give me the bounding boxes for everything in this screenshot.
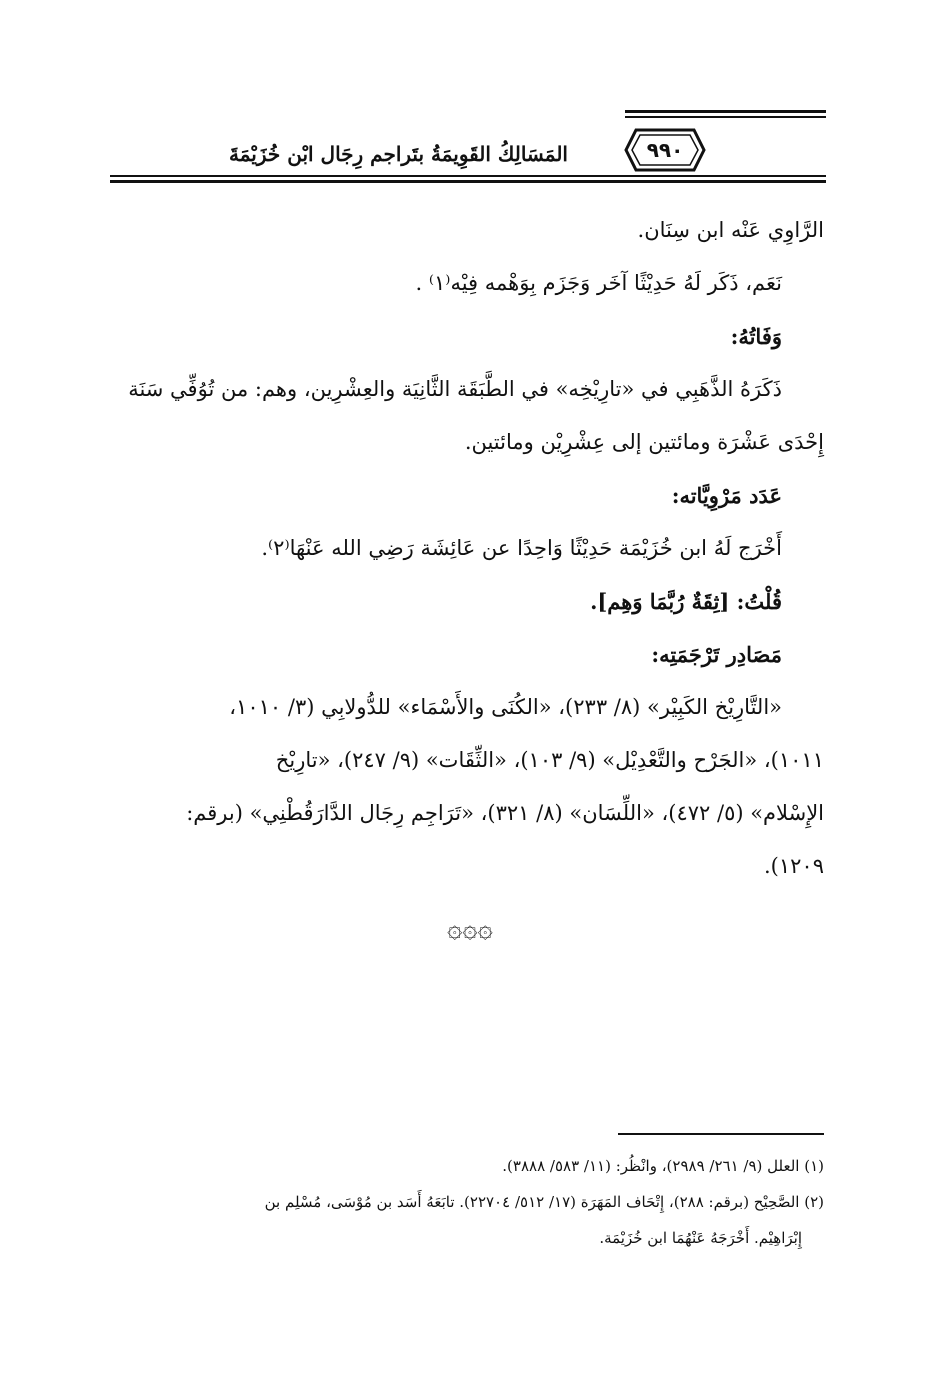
header-top-rule-thin	[625, 116, 826, 118]
sources-line: ١٢٠٩).	[764, 854, 824, 878]
section-end-ornament-icon: ۞۞۞	[447, 914, 493, 944]
footnote-2-continuation: إِبْرَاهِيْم. أَخْرَجَهُ عَنْهُمَا ابن خُزَيْمَة.	[599, 1229, 802, 1247]
running-title: المَسَالِكُ القَوِيمَةُ بتَراجم رِجَال ابْن خُزَيْمَةَ	[229, 142, 568, 166]
sources-line: «التَّارِيْخ الكَبِيْر» (٨/ ٢٣٣)، «الكُنَى والأَسْمَاء» للدُّولابِي (٣/ ١٠١٠،	[229, 695, 782, 719]
footnote-separator	[618, 1133, 824, 1135]
page-header	[110, 110, 826, 190]
header-bottom-rule-thin	[110, 175, 826, 177]
section-heading-count: عَدَد مَرْوِيَّاته:	[671, 483, 782, 508]
text-line: أَخْرَج لَهُ ابن خُزَيْمَة حَدِيْثًا وَاحِدًا عن عَائِشَة رَضِي الله عَنْهَا⁽٢⁾.	[261, 536, 782, 560]
text-line: إِحْدَى عَشْرَة ومائتين إلى عِشْرِيْن ومائتين.	[464, 430, 824, 454]
footnote-1: (١) العلل (٩/ ٢٦١/ ٢٩٨٩)، وانْظُر: (١١/ ٥٨٣/ ٣٨٨٨).	[502, 1157, 824, 1175]
header-bottom-rule	[110, 180, 826, 183]
header-top-rule	[625, 110, 826, 113]
text-line: نَعَم، ذَكَر لَهُ حَدِيْثًا آخَر وَجَزَم بِوَهْمه فِيْه⁽١⁾ .	[415, 271, 782, 295]
page-number-badge	[624, 128, 706, 172]
page-number: ٩٩٠	[646, 138, 684, 162]
main-text	[116, 204, 824, 893]
sources-line: الإِسْلام» (٥/ ٤٧٢)، «اللِّسَان» (٨/ ٣٢١)، «تَرَاجِم رِجَال الدَّارَقُطْنِي» (برقم:	[186, 801, 824, 825]
footnotes	[116, 1148, 824, 1256]
footnote-2: (٢) الصَّحِيْح (برقم: ٢٨٨)، إِتْحَاف المَهَرَة (١٧/ ٥١٢/ ٢٢٧٠٤). تابَعَهُ أَسَد بن مُوْسَى، مُسْلِم بن	[264, 1193, 824, 1211]
section-heading-death: وَفَاتُهُ:	[730, 324, 782, 349]
section-heading-sources: مَصَادِر تَرْجَمَتِه:	[651, 642, 782, 667]
text-line: ذَكَرَهُ الذَّهَبِي في «تارِيْخِه» في الطَّبَقَة الثَّانِيَة والعِشْرِين، وهم: من تُوُفِّي سَنَة	[128, 377, 782, 401]
verdict-line: قُلْتُ: [ثِقَةٌ رُبَّمَا وَهِم].	[590, 589, 782, 614]
sources-line: ١٠١١)، «الجَرْح والتَّعْدِيْل» (٩/ ١٠٣)، «الثِّقَات» (٩/ ٢٤٧)، «تارِيْخ	[275, 748, 824, 772]
text-line: الرَّاوِي عَنْه ابن سِنَان.	[637, 218, 824, 242]
